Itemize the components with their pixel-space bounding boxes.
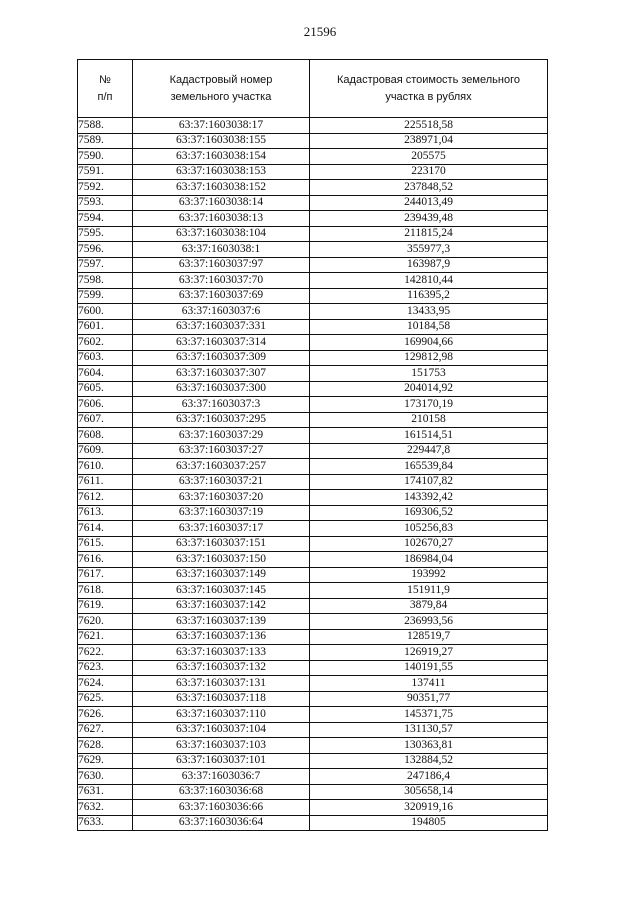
cadastral-number-cell: 63:37:1603037:97: [133, 257, 310, 273]
cadastral-value-cell: 128519,7: [310, 629, 548, 645]
cadastral-number-cell: 63:37:1603037:150: [133, 552, 310, 568]
cadastral-value-cell: 211815,24: [310, 226, 548, 242]
table-row: [78, 691, 548, 707]
row-number-cell: 7616.: [78, 552, 133, 568]
cadastral-value-cell: 126919,27: [310, 645, 548, 661]
row-number-cell: 7630.: [78, 769, 133, 785]
cadastral-number-cell: 63:37:1603038:13: [133, 211, 310, 227]
cadastral-number-cell: 63:37:1603037:21: [133, 474, 310, 490]
table-row: [78, 118, 548, 134]
cadastral-number-cell: 63:37:1603037:139: [133, 614, 310, 630]
table-row: [78, 226, 548, 242]
cadastral-value-cell: 239439,48: [310, 211, 548, 227]
table-row: [78, 164, 548, 180]
row-number-cell: 7593.: [78, 195, 133, 211]
cadastral-value-cell: 143392,42: [310, 490, 548, 506]
cadastral-number-cell: 63:37:1603037:101: [133, 753, 310, 769]
cadastral-number-cell: 63:37:1603037:257: [133, 459, 310, 475]
table-row: [78, 319, 548, 335]
row-number-cell: 7605.: [78, 381, 133, 397]
cadastral-number-cell: 63:37:1603037:70: [133, 273, 310, 289]
cadastral-number-cell: 63:37:1603037:110: [133, 707, 310, 723]
cadastral-number-cell: 63:37:1603037:19: [133, 505, 310, 521]
cadastral-number-cell: 63:37:1603037:27: [133, 443, 310, 459]
table-row: [78, 567, 548, 583]
row-number-cell: 7591.: [78, 164, 133, 180]
cadastral-number-cell: 63:37:1603037:29: [133, 428, 310, 444]
table-row: [78, 784, 548, 800]
row-number-cell: 7615.: [78, 536, 133, 552]
cadastral-number-cell: 63:37:1603037:103: [133, 738, 310, 754]
table-row: [78, 133, 548, 149]
cadastral-value-cell: 193992: [310, 567, 548, 583]
row-number-cell: 7610.: [78, 459, 133, 475]
table-row: [78, 459, 548, 475]
cadastral-value-cell: 131130,57: [310, 722, 548, 738]
row-number-cell: 7620.: [78, 614, 133, 630]
cadastral-number-cell: 63:37:1603037:331: [133, 319, 310, 335]
cadastral-number-cell: 63:37:1603038:155: [133, 133, 310, 149]
cadastral-value-cell: 174107,82: [310, 474, 548, 490]
row-number-cell: 7598.: [78, 273, 133, 289]
cadastral-value-cell: 244013,49: [310, 195, 548, 211]
cadastral-number-cell: 63:37:1603038:153: [133, 164, 310, 180]
cadastral-number-cell: 63:37:1603036:68: [133, 784, 310, 800]
table-row: [78, 505, 548, 521]
cadastral-number-cell: 63:37:1603038:104: [133, 226, 310, 242]
row-number-cell: 7619.: [78, 598, 133, 614]
cadastral-value-cell: 165539,84: [310, 459, 548, 475]
cadastral-value-cell: 169306,52: [310, 505, 548, 521]
row-number-cell: 7602.: [78, 335, 133, 351]
cadastral-number-cell: 63:37:1603037:307: [133, 366, 310, 382]
cadastral-value-cell: 169904,66: [310, 335, 548, 351]
cadastral-value-cell: 132884,52: [310, 753, 548, 769]
row-number-cell: 7601.: [78, 319, 133, 335]
cadastral-number-cell: 63:37:1603037:309: [133, 350, 310, 366]
cadastral-number-cell: 63:37:1603037:151: [133, 536, 310, 552]
table-row: [78, 428, 548, 444]
row-number-cell: 7626.: [78, 707, 133, 723]
row-number-cell: 7617.: [78, 567, 133, 583]
cadastral-number-cell: 63:37:1603038:14: [133, 195, 310, 211]
table-body: [78, 118, 548, 831]
cadastral-value-cell: 129812,98: [310, 350, 548, 366]
cadastral-value-cell: 247186,4: [310, 769, 548, 785]
table-row: [78, 397, 548, 413]
table-row: [78, 769, 548, 785]
cadastral-number-cell: 63:37:1603037:3: [133, 397, 310, 413]
row-number-cell: 7608.: [78, 428, 133, 444]
cadastral-number-cell: 63:37:1603037:17: [133, 521, 310, 537]
table-row: [78, 598, 548, 614]
cadastral-value-cell: 238971,04: [310, 133, 548, 149]
table-row: [78, 195, 548, 211]
table-row: [78, 645, 548, 661]
cadastral-value-cell: 130363,81: [310, 738, 548, 754]
row-number-cell: 7629.: [78, 753, 133, 769]
row-number-cell: 7633.: [78, 815, 133, 831]
table-header-row: [78, 60, 548, 118]
table-row: [78, 536, 548, 552]
cadastral-value-cell: 161514,51: [310, 428, 548, 444]
cadastral-value-cell: 10184,58: [310, 319, 548, 335]
table-row: [78, 366, 548, 382]
table-row: [78, 707, 548, 723]
cadastral-value-cell: 140191,55: [310, 660, 548, 676]
table-row: [78, 288, 548, 304]
cadastral-value-cell: 163987,9: [310, 257, 548, 273]
row-number-cell: 7624.: [78, 676, 133, 692]
cadastral-number-cell: 63:37:1603038:152: [133, 180, 310, 196]
row-number-cell: 7622.: [78, 645, 133, 661]
table-row: [78, 629, 548, 645]
cadastral-value-cell: 173170,19: [310, 397, 548, 413]
row-number-cell: 7614.: [78, 521, 133, 537]
cadastral-number-cell: 63:37:1603037:145: [133, 583, 310, 599]
row-number-cell: 7600.: [78, 304, 133, 320]
cadastral-number-cell: 63:37:1603037:132: [133, 660, 310, 676]
table-row: [78, 753, 548, 769]
cadastral-number-cell: 63:37:1603036:64: [133, 815, 310, 831]
cadastral-value-cell: 205575: [310, 149, 548, 165]
cadastral-value-cell: 151753: [310, 366, 548, 382]
cadastral-value-cell: 236993,56: [310, 614, 548, 630]
cadastral-number-cell: 63:37:1603037:20: [133, 490, 310, 506]
row-number-cell: 7612.: [78, 490, 133, 506]
row-number-cell: 7607.: [78, 412, 133, 428]
cadastral-number-cell: 63:37:1603036:66: [133, 800, 310, 816]
cadastral-value-cell: 151911,9: [310, 583, 548, 599]
table-row: [78, 614, 548, 630]
cadastral-number-cell: 63:37:1603037:104: [133, 722, 310, 738]
table-row: [78, 180, 548, 196]
row-number-cell: 7623.: [78, 660, 133, 676]
cadastral-value-cell: 194805: [310, 815, 548, 831]
table-row: [78, 381, 548, 397]
table-row: [78, 676, 548, 692]
cadastral-value-cell: 225518,58: [310, 118, 548, 134]
row-number-cell: 7595.: [78, 226, 133, 242]
cadastral-value-cell: 210158: [310, 412, 548, 428]
row-number-cell: 7603.: [78, 350, 133, 366]
cadastral-number-cell: 63:37:1603036:7: [133, 769, 310, 785]
table-row: [78, 304, 548, 320]
row-number-cell: 7590.: [78, 149, 133, 165]
table-row: [78, 242, 548, 258]
cadastral-number-cell: 63:37:1603037:142: [133, 598, 310, 614]
cadastral-value-cell: 116395,2: [310, 288, 548, 304]
table-row: [78, 490, 548, 506]
row-number-cell: 7588.: [78, 118, 133, 134]
cadastral-number-cell: 63:37:1603037:69: [133, 288, 310, 304]
row-number-cell: 7631.: [78, 784, 133, 800]
cadastral-number-cell: 63:37:1603037:136: [133, 629, 310, 645]
cadastral-value-cell: 90351,77: [310, 691, 548, 707]
table-row: [78, 815, 548, 831]
cadastral-value-cell: 142810,44: [310, 273, 548, 289]
row-number-cell: 7606.: [78, 397, 133, 413]
cadastral-value-cell: 102670,27: [310, 536, 548, 552]
table-row: [78, 335, 548, 351]
cadastral-number-cell: 63:37:1603037:118: [133, 691, 310, 707]
table-row: [78, 722, 548, 738]
cadastral-value-cell: 105256,83: [310, 521, 548, 537]
cadastral-number-cell: 63:37:1603037:300: [133, 381, 310, 397]
cadastral-number-cell: 63:37:1603037:133: [133, 645, 310, 661]
header-cadastral-number: Кадастровый номер земельного участка: [133, 60, 310, 118]
table-row: [78, 474, 548, 490]
table-row: [78, 257, 548, 273]
table-row: [78, 443, 548, 459]
cadastral-number-cell: 63:37:1603038:1: [133, 242, 310, 258]
cadastral-number-cell: 63:37:1603037:295: [133, 412, 310, 428]
header-row-number: № п/п: [78, 60, 133, 118]
cadastral-number-cell: 63:37:1603038:154: [133, 149, 310, 165]
cadastral-value-cell: 186984,04: [310, 552, 548, 568]
table-row: [78, 660, 548, 676]
row-number-cell: 7628.: [78, 738, 133, 754]
row-number-cell: 7604.: [78, 366, 133, 382]
cadastral-number-cell: 63:37:1603037:314: [133, 335, 310, 351]
row-number-cell: 7609.: [78, 443, 133, 459]
table-row: [78, 800, 548, 816]
table-row: [78, 583, 548, 599]
cadastral-value-cell: 137411: [310, 676, 548, 692]
cadastral-value-cell: 145371,75: [310, 707, 548, 723]
cadastral-value-cell: 305658,14: [310, 784, 548, 800]
cadastral-value-cell: 320919,16: [310, 800, 548, 816]
table-row: [78, 273, 548, 289]
cadastral-value-cell: 223170: [310, 164, 548, 180]
row-number-cell: 7594.: [78, 211, 133, 227]
row-number-cell: 7592.: [78, 180, 133, 196]
table-row: [78, 521, 548, 537]
table-row: [78, 552, 548, 568]
table-row: [78, 211, 548, 227]
table-row: [78, 350, 548, 366]
row-number-cell: 7618.: [78, 583, 133, 599]
page-number: 21596: [303, 24, 337, 39]
table-row: [78, 738, 548, 754]
cadastral-value-cell: 355977,3: [310, 242, 548, 258]
row-number-cell: 7632.: [78, 800, 133, 816]
cadastral-number-cell: 63:37:1603037:149: [133, 567, 310, 583]
row-number-cell: 7597.: [78, 257, 133, 273]
row-number-cell: 7611.: [78, 474, 133, 490]
row-number-cell: 7599.: [78, 288, 133, 304]
cadastral-number-cell: 63:37:1603037:131: [133, 676, 310, 692]
header-cadastral-value: Кадастровая стоимость земельного участка в рублях: [310, 60, 548, 118]
cadastral-value-cell: 3879,84: [310, 598, 548, 614]
cadastral-value-cell: 229447,8: [310, 443, 548, 459]
table-row: [78, 412, 548, 428]
cadastral-number-cell: 63:37:1603037:6: [133, 304, 310, 320]
cadastral-number-cell: 63:37:1603038:17: [133, 118, 310, 134]
cadastral-value-cell: 13433,95: [310, 304, 548, 320]
row-number-cell: 7596.: [78, 242, 133, 258]
row-number-cell: 7589.: [78, 133, 133, 149]
row-number-cell: 7621.: [78, 629, 133, 645]
row-number-cell: 7625.: [78, 691, 133, 707]
cadastral-value-cell: 204014,92: [310, 381, 548, 397]
cadastral-value-cell: 237848,52: [310, 180, 548, 196]
table-row: [78, 149, 548, 165]
row-number-cell: 7613.: [78, 505, 133, 521]
cadastral-value-table: [77, 59, 548, 831]
row-number-cell: 7627.: [78, 722, 133, 738]
